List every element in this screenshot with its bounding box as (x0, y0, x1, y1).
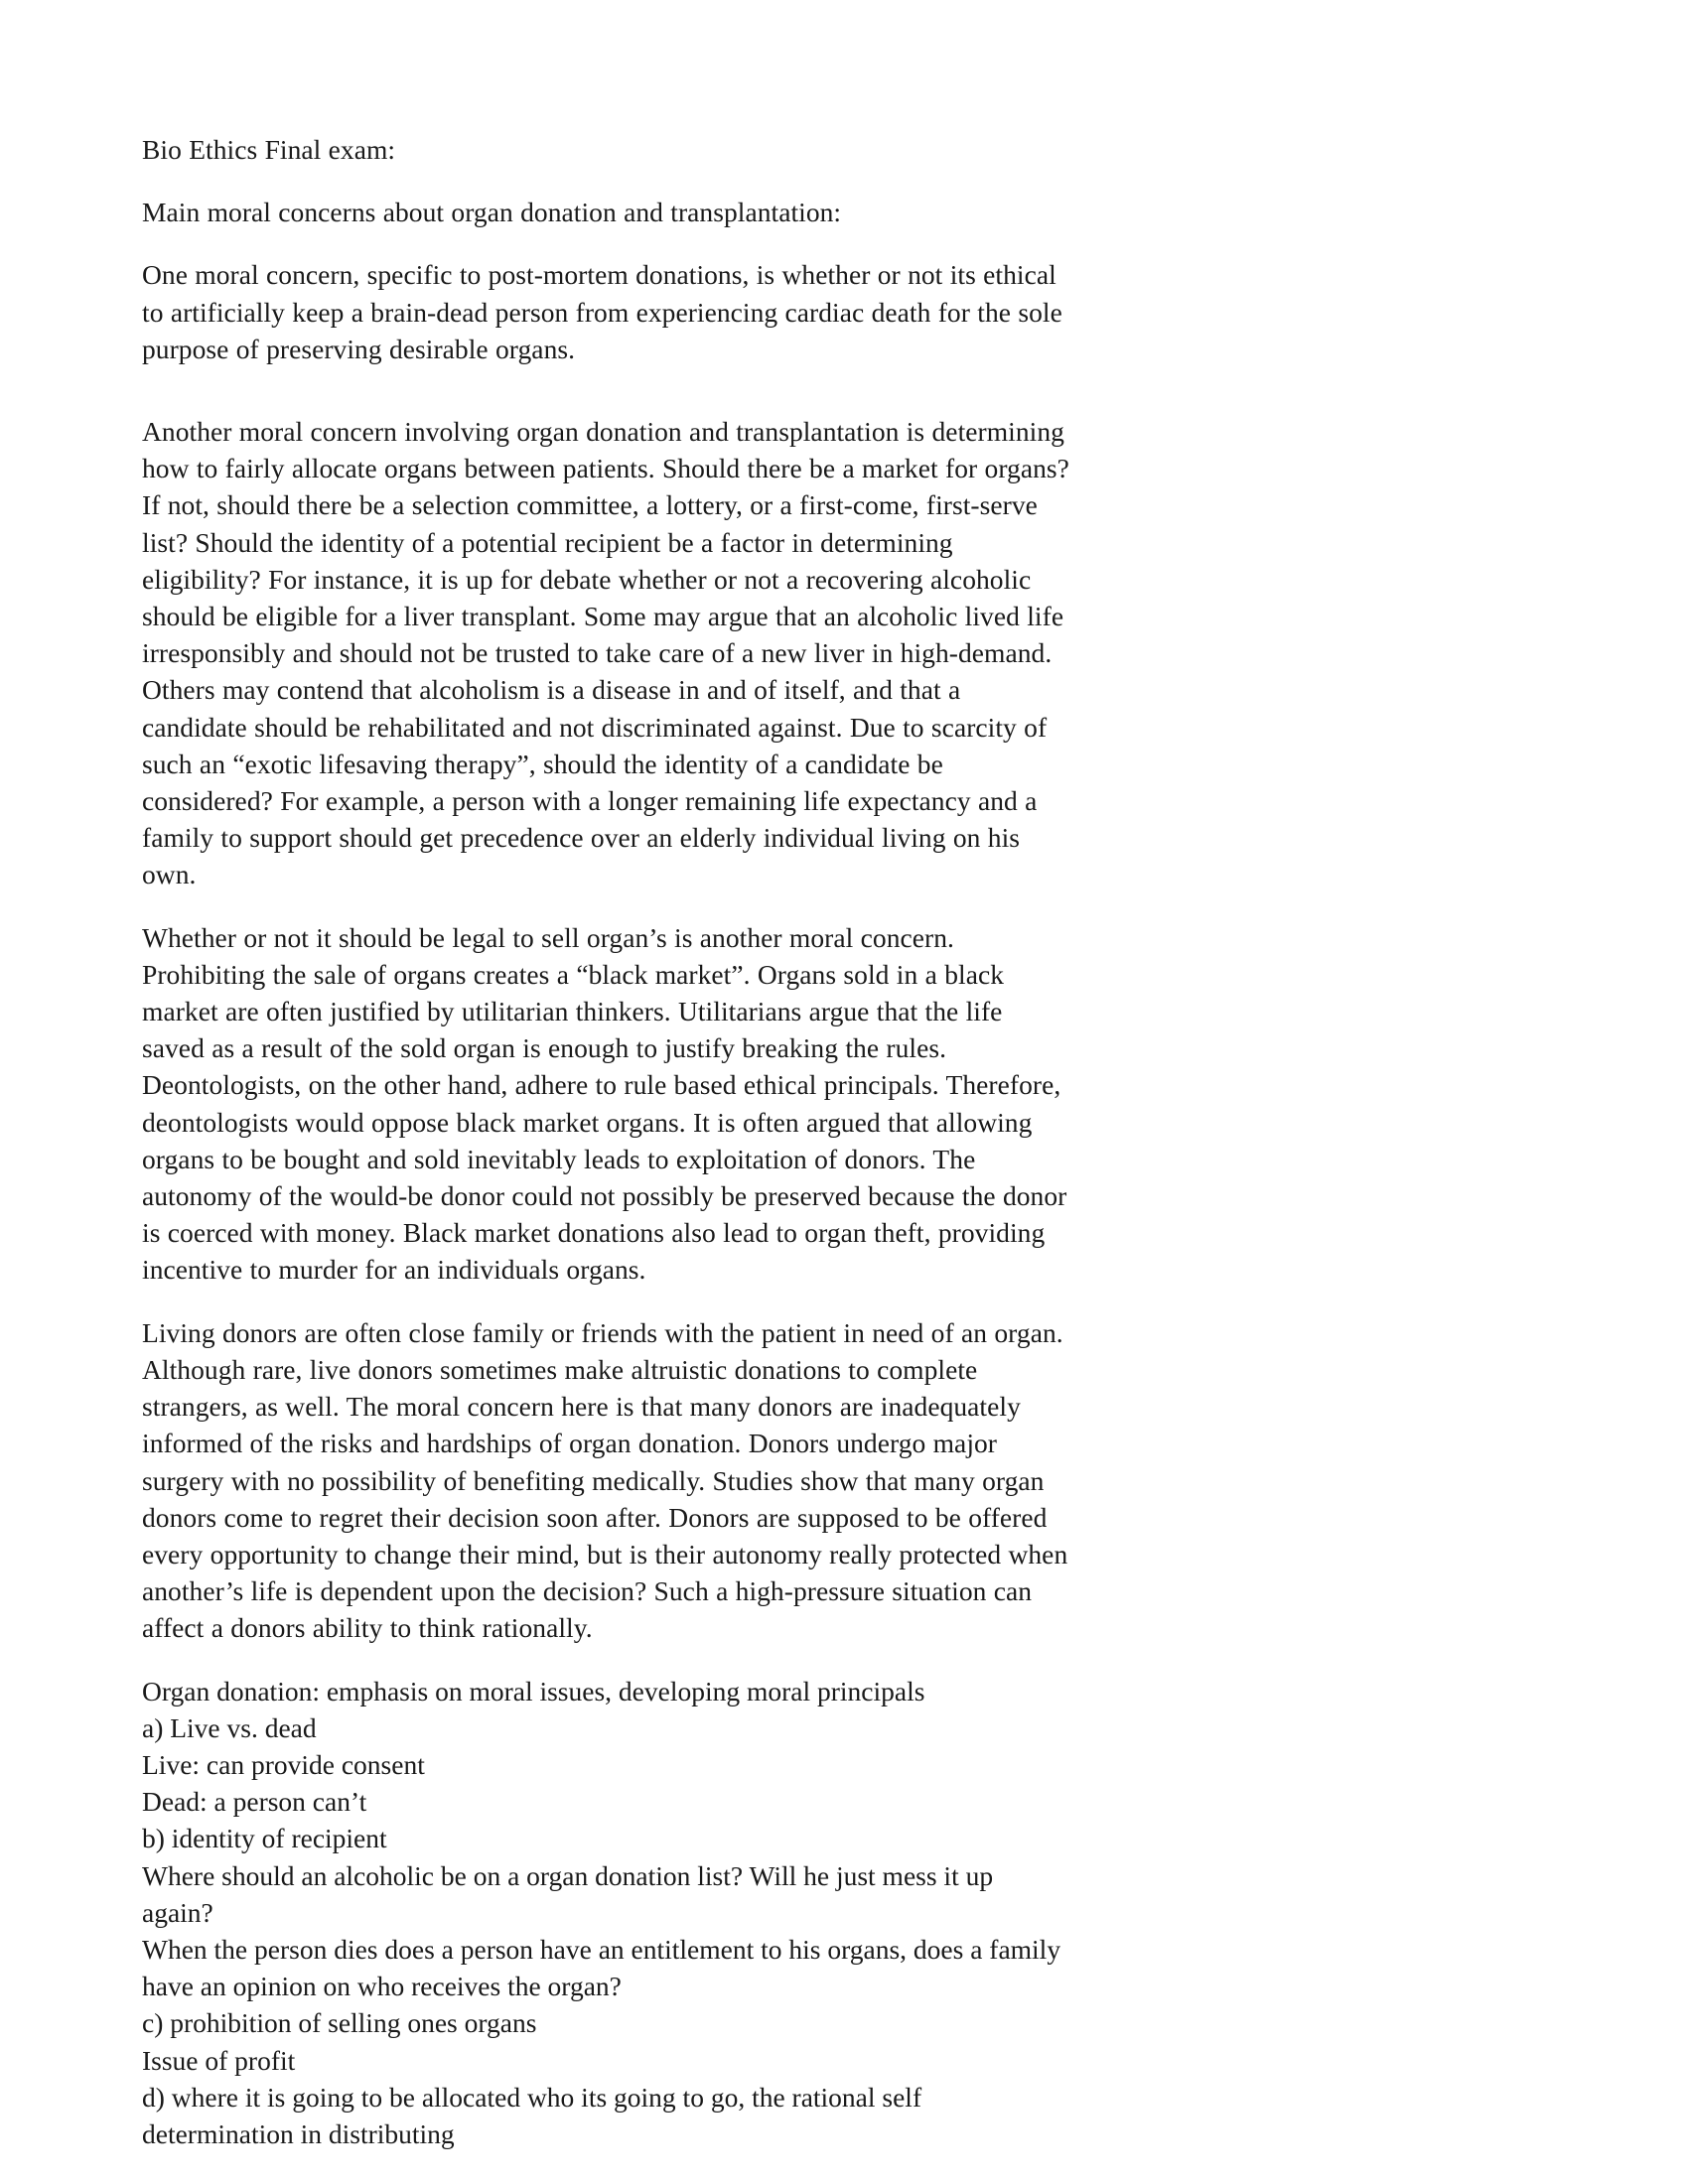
outline-heading: Organ donation: emphasis on moral issues, developing moral principals (142, 1675, 925, 1706)
outline-item-entitlement-question: When the person dies does a person have an entitlement to his organs, does a family have an opinion on who receives the organ? (142, 1933, 1061, 2002)
outline-item-live-consent: Live: can provide consent (142, 1748, 425, 1780)
paragraph-spacer (142, 393, 1070, 413)
document-title: Bio Ethics Final exam: (142, 134, 396, 165)
outline-item-d: d) where it is going to be allocated who its going to go, the rational self determination in distributing (142, 2081, 922, 2149)
document-body (142, 131, 1070, 2152)
outline-item-alcoholic-question: Where should an alcoholic be on a organ donation list? Will he just mess it up again? (142, 1859, 994, 1928)
document-subtitle: Main moral concerns about organ donation and transplantation: (142, 197, 842, 228)
outline-list (142, 1673, 1070, 2153)
outline-item-c: c) prohibition of selling ones organs (142, 2007, 537, 2039)
paragraph-black-market: Whether or not it should be legal to sell organ’s is another moral concern. Prohibiting the sale of organs creates a “black market”. Organs sold in a black market are often justified by utilitarian thinkers. Utilitarians argue that the life saved as a result of the sold organ is enough to justify breaking the rules. Deontologists, on the other hand, adhere to rule based ethical principals. Therefore, deontologists would oppose black market organs. It is often argued that allowing organs to be bought and sold inevitably leads to exploitation of donors. The autonomy of the would-be donor could not possibly be preserved because the donor is coerced with money. Black market donations also lead to organ theft, providing incentive to murder for an individuals organs. (142, 921, 1067, 1286)
outline-item-issue-of-profit: Issue of profit (142, 2044, 296, 2076)
paragraph-post-mortem-donations: One moral concern, specific to post-mortem donations, is whether or not its ethical to artificially keep a brain-dead person from experiencing cardiac death for the sole purpose of preserving desirable organs. (142, 259, 1062, 364)
outline-item-b: b) identity of recipient (142, 1823, 387, 1854)
outline-item-dead-consent: Dead: a person can’t (142, 1786, 367, 1818)
paragraph-living-donors: Living donors are often close family or friends with the patient in need of an organ. Although rare, live donors sometimes make altruistic donations to complete strangers, as well. The moral concern here is that many donors are inadequately informed of the risks and hardships of organ donation. Donors undergo major surgery with no possibility of benefiting medically. Studies show that many organ donors come to regret their decision soon after. Donors are supposed to be offered every opportunity to change their mind, but is their autonomy really protected when another’s life is dependent upon the decision? Such a high-pressure situation can affect a donors ability to think rationally. (142, 1316, 1068, 1644)
paragraph-fair-allocation: Another moral concern involving organ donation and transplantation is determining how to fairly allocate organs between patients. Should there be a market for organs? If not, should there be a selection committee, a lottery, or a first-come, first-serve list? Should the identity of a potential recipient be a factor in determining eligibility? For instance, it is up for debate whether or not a recovering alcoholic should be eligible for a liver transplant. Some may argue that an alcoholic lived life irresponsibly and should not be trusted to take care of a new liver in high-demand. Others may contend that alcoholism is a disease in and of itself, and that a candidate should be rehabilitated and not discriminated against. Due to scarcity of such an “exotic lifesaving therapy”, should the identity of a candidate be considered? For example, a person with a longer remaining life expectancy and a family to support should get precedence over an elderly individual living on his own. (142, 416, 1069, 890)
outline-item-a: a) Live vs. dead (142, 1711, 317, 1743)
